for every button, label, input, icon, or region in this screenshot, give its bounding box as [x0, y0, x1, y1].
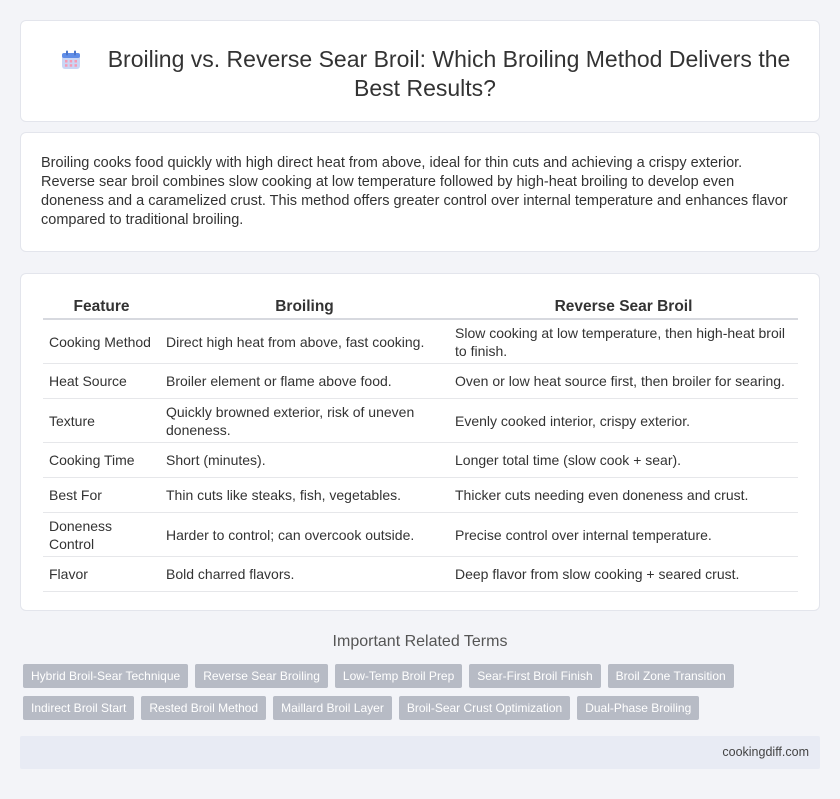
table-row: [43, 478, 798, 513]
table-cell-feature: Doneness Control: [43, 513, 160, 557]
table-cell-feature: Cooking Method: [43, 320, 160, 364]
table-cell-reverse-sear: Deep flavor from slow cooking + seared crust.: [449, 557, 798, 592]
table-cell-broiling: Thin cuts like steaks, fish, vegetables.: [160, 478, 449, 513]
table-cell-broiling: Harder to control; can overcook outside.: [160, 513, 449, 557]
table-row: [43, 320, 798, 364]
footer-site-link[interactable]: cookingdiff.com: [722, 745, 809, 759]
table-cell-broiling: Short (minutes).: [160, 443, 449, 478]
related-term-chip[interactable]: Hybrid Broil-Sear Technique: [23, 664, 188, 688]
header-broiling: Broiling: [160, 294, 449, 320]
table-row: [43, 557, 798, 592]
related-terms-row: [23, 696, 823, 720]
comparison-table: [43, 294, 798, 592]
related-term-chip[interactable]: Reverse Sear Broiling: [195, 664, 328, 688]
table-cell-feature: Cooking Time: [43, 443, 160, 478]
table-cell-feature: Best For: [43, 478, 160, 513]
related-terms-heading: Important Related Terms: [332, 633, 508, 650]
related-term-chip[interactable]: Sear-First Broil Finish: [469, 664, 600, 688]
table-row: [43, 513, 798, 557]
table-cell-feature: Flavor: [43, 557, 160, 592]
table-cell-feature: Texture: [43, 399, 160, 443]
related-terms-list: [23, 664, 823, 728]
table-row: [43, 443, 798, 478]
intro-paragraph: Broiling cooks food quickly with high direct heat from above, ideal for thin cuts and achieving a crispy exterior. Reverse sear broil combines slow cooking at low temperature followed by high-heat broiling to develop even doneness and a caramelized crust. This method offers greater control over internal temperature and enhances flavor compared to traditional broiling.: [41, 155, 788, 228]
related-term-chip[interactable]: Maillard Broil Layer: [273, 696, 392, 720]
comparison-card: [20, 273, 820, 611]
intro-card: [20, 132, 820, 252]
table-cell-reverse-sear: Evenly cooked interior, crispy exterior.: [449, 399, 798, 443]
footer: [20, 736, 820, 769]
table-cell-reverse-sear: Thicker cuts needing even doneness and crust.: [449, 478, 798, 513]
table-cell-broiling: Broiler element or flame above food.: [160, 364, 449, 399]
related-term-chip[interactable]: Indirect Broil Start: [23, 696, 134, 720]
title-card: [20, 20, 820, 122]
related-term-chip[interactable]: Broil Zone Transition: [608, 664, 734, 688]
related-term-chip[interactable]: Dual-Phase Broiling: [577, 696, 699, 720]
related-term-chip[interactable]: Rested Broil Method: [141, 696, 266, 720]
related-term-chip[interactable]: Broil-Sear Crust Optimization: [399, 696, 570, 720]
header-reverse-sear: Reverse Sear Broil: [449, 294, 798, 320]
related-term-chip[interactable]: Low-Temp Broil Prep: [335, 664, 462, 688]
table-cell-reverse-sear: Slow cooking at low temperature, then high-heat broil to finish.: [449, 320, 798, 364]
table-cell-feature: Heat Source: [43, 364, 160, 399]
page-title-text: Broiling vs. Reverse Sear Broil: Which Broiling Method Delivers the Best Results?: [107, 46, 791, 101]
page-title: [51, 45, 799, 103]
table-cell-reverse-sear: Precise control over internal temperature.: [449, 513, 798, 557]
table-cell-broiling: Direct high heat from above, fast cooking.: [160, 320, 449, 364]
header-feature: Feature: [43, 294, 160, 320]
table-header-row: [43, 294, 798, 320]
table-row: [43, 364, 798, 399]
table-row: [43, 399, 798, 443]
table-cell-reverse-sear: Oven or low heat source first, then broiler for searing.: [449, 364, 798, 399]
table-cell-broiling: Bold charred flavors.: [160, 557, 449, 592]
table-cell-reverse-sear: Longer total time (slow cook + sear).: [449, 443, 798, 478]
related-terms-row: [23, 664, 823, 688]
table-cell-broiling: Quickly browned exterior, risk of uneven doneness.: [160, 399, 449, 443]
calendar-icon: [60, 49, 82, 71]
